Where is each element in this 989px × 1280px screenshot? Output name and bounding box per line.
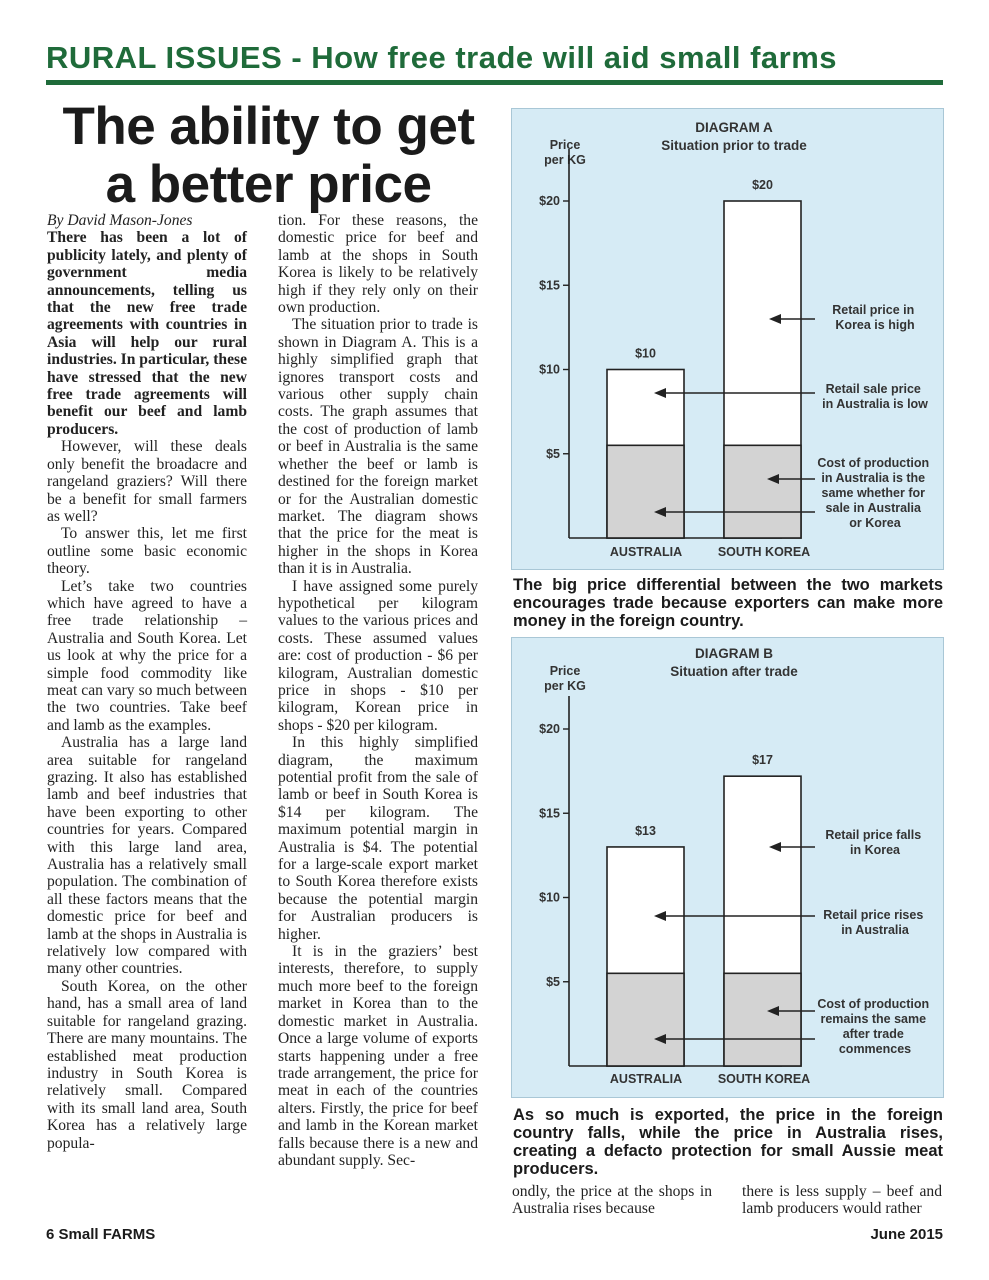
diagram-b-category-label: AUSTRALIA — [609, 1072, 683, 1086]
diagram-a-title: DIAGRAM A — [695, 120, 773, 135]
body-paragraph: In this highly simplified diagram, the maximum potential profit from the sale of lamb or beef in South Korea is $14 per kilogram. The maximum potential margin in Australia is $4. The potential for a large-scale export market to South Korea therefore exists because the potential margin for Australian producers is higher. — [278, 734, 478, 943]
diagram-a-category-label: AUSTRALIA — [609, 545, 683, 559]
diagram-a-marks — [563, 149, 801, 538]
cost-of-production-bar — [607, 973, 684, 1066]
diagram-b-annotation: Cost of production remains the same after trade commences — [817, 997, 930, 1056]
diagram-a-bar-label: $20 — [752, 178, 773, 192]
diagram-b-title: DIAGRAM B — [695, 646, 773, 661]
diagram-a-annotation: Retail sale price in Australia is low — [822, 382, 928, 411]
diagram-b-tick-label: $5 — [546, 974, 560, 989]
cost-of-production-bar — [724, 973, 801, 1066]
diagram-b-bar-label: $13 — [635, 823, 656, 838]
body-paragraph: South Korea, on the other hand, has a small area of land suitable for rangeland grazing. There are many mountains. The established meat production industry in South Korea is relatively small. Compared with its small land area, South Korea has a relatively large popula- — [47, 977, 247, 1152]
body-paragraph: To answer this, let me first outline some basic economic theory. — [47, 525, 247, 578]
article-column-1 — [47, 212, 247, 1152]
headline-line-2: a better price — [105, 155, 432, 214]
diagram-b-bar-label: $17 — [752, 753, 773, 768]
body-paragraph: Let’s take two countries which have agreed to have a free trade relationship – Australia and South Korea. Let us look at why the price for a simple food commodity like meat can vary so much between the two countries. Take beef and lamb as the examples. — [47, 577, 247, 734]
section-header: RURAL ISSUES - How free trade will aid small farms — [46, 40, 838, 75]
diagram-a-ylabel-2: per KG — [544, 153, 586, 167]
cost-of-production-bar — [607, 445, 684, 538]
diagram-b-ylabel-2: per KG — [544, 679, 586, 693]
diagram-a-annotation: Cost of production in Australia is the same whether for sale in Australia or Korea — [817, 456, 930, 530]
body-paragraph: However, will these deals only benefit the broadacre and rangeland graziers? Will there be a benefit for small farmers as well? — [47, 438, 247, 525]
diagram-b-subtitle: Situation after trade — [670, 664, 798, 679]
diagram-a-tick-label: $20 — [539, 194, 560, 208]
header-rule — [46, 80, 943, 85]
article-column-4 — [742, 1183, 942, 1218]
diagram-a — [511, 108, 944, 570]
byline: By David Mason-Jones — [47, 212, 193, 229]
diagram-a-annotation: Retail price in Korea is high — [832, 303, 915, 332]
diagram-a-subtitle: Situation prior to trade — [661, 138, 807, 153]
headline-line-1: The ability to get — [62, 97, 475, 156]
diagram-a-tick-label: $15 — [539, 278, 560, 293]
diagram-b-category-label: SOUTH KOREA — [717, 1072, 811, 1086]
diagram-b-tick-label: $20 — [539, 722, 560, 736]
diagram-b-marks — [563, 696, 801, 1066]
diagram-a-caption: The big price differential between the two markets encourages trade because exporters can make more money in the foreign country. — [513, 576, 943, 630]
diagram-b — [511, 637, 944, 1098]
diagram-a-ylabel-1: Price — [549, 138, 581, 152]
diagram-b-annotation: Retail price rises in Australia — [823, 908, 924, 937]
article-column-2 — [278, 212, 478, 1169]
body-paragraph: there is less supply – beef and lamb producers would rather — [742, 1183, 942, 1218]
body-paragraph: tion. For these reasons, the domestic price for beef and lamb at the shops in South Korea is likely to be relatively high if they rely only on their own production. — [278, 212, 478, 317]
body-paragraph: ondly, the price at the shops in Australia rises because — [512, 1183, 712, 1218]
diagram-b-chart — [512, 638, 943, 1097]
diagram-a-chart — [512, 109, 943, 569]
body-paragraph: Australia has a large land area suitable for rangeland grazing. It also has established lamb and beef industries that have been exporting to other countries for years. Compared with this large land area, Australia has a relatively small population. The combination of all these factors means that the domestic price for beef and lamb at the shops in Australia is relatively low compared with many other countries. — [47, 734, 247, 978]
diagram-b-caption: As so much is exported, the price in the foreign country falls, while the price in Australia rises, creating a defacto protection for small Aussie meat producers. — [513, 1106, 943, 1178]
diagram-a-bar-label: $10 — [635, 346, 656, 361]
headline — [46, 98, 491, 214]
footer-date: June 2015 — [870, 1226, 943, 1243]
diagram-b-tick-label: $10 — [539, 890, 560, 905]
body-paragraph: The situation prior to trade is shown in Diagram A. This is a highly simplified graph that ignores transport costs and various other supply chain costs. The graph assumes that the cost of production of lamb or beef in Australia is the same whether the beef or lamb is destined for the foreign market or for the Australian domestic market. The diagram shows that the price for the meat is higher in the shops in Korea than it is in Australia. — [278, 316, 478, 578]
diagram-a-category-label: SOUTH KOREA — [717, 545, 811, 559]
lede-paragraph: There has been a lot of publicity lately, and plenty of government media announcements, telling us that the new free trade agreements with countries in Asia will help our rural industries. In particular, these have stressed that the new free trade agreements will benefit our beef and lamb producers. — [47, 229, 247, 438]
article-column-3 — [512, 1183, 712, 1218]
diagram-b-tick-label: $15 — [539, 806, 560, 821]
cost-of-production-bar — [724, 445, 801, 538]
body-paragraph: I have assigned some purely hypothetical per kilogram values to the various prices and costs. These assumed values are: cost of production - $6 per kilogram, Australian domestic price in shops - $10 per kilogram, Korean price in shops - $20 per kilogram. — [278, 577, 478, 734]
diagram-a-tick-label: $5 — [546, 446, 560, 461]
body-paragraph: It is in the graziers’ best interests, therefore, to supply much more beef to the foreign market in Korea than to the domestic market in Australia. Once a large volume of exports starts happening under a free trade arrangement, the price for meat in each of the countries alters. Firstly, the price for beef and lamb in the Korean market falls because there is a new and abundant supply. Sec- — [278, 943, 478, 1169]
footer-page-label: 6 Small FARMS — [46, 1226, 156, 1243]
diagram-b-annotation: Retail price falls in Korea — [825, 828, 922, 857]
diagram-a-tick-label: $10 — [539, 362, 560, 377]
diagram-b-ylabel-1: Price — [549, 664, 581, 678]
